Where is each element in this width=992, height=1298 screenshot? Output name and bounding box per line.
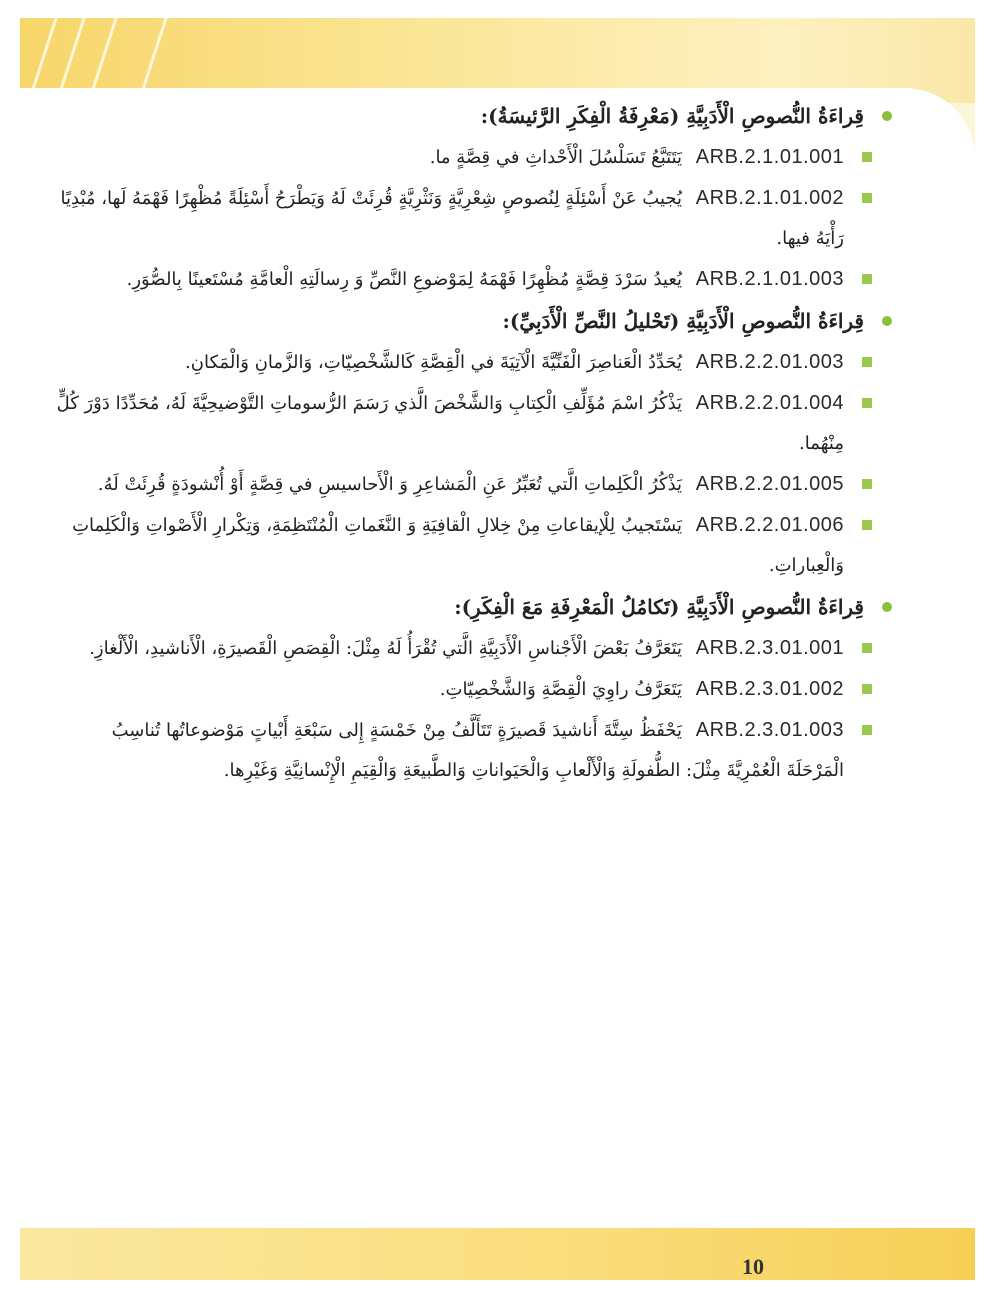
outcome-text: يُجيبُ عَنْ أَسْئِلَةٍ لِنُصوصٍ شِعْرِيَّةٍ وَنَثْرِيَّةٍ قُرِئَتْ لَهُ وَيَطْرَحُ أَسْئِلَةً مُظْهِرًا فَهْمَهُ لَها، مُبْدِيًا رَأْيَهُ فيها. bbox=[60, 188, 844, 249]
page-number: 10 bbox=[742, 1254, 764, 1279]
list-item bbox=[50, 342, 900, 383]
square-bullet-icon bbox=[862, 274, 872, 284]
list-item bbox=[50, 710, 900, 791]
bullet-icon bbox=[882, 316, 892, 326]
outcome-text: يَتَتَبَّعُ تَسَلْسُلَ الْأَحْداثِ في قِصَّةٍ ما. bbox=[429, 147, 683, 168]
list-item bbox=[50, 628, 900, 669]
outcome-text: يَذْكُرُ اسْمَ مُؤَلِّفِ الْكِتابِ وَالشَّخْصَ الَّذي رَسَمَ الرُّسوماتِ التَّوْضيحِيَّةَ لَهُ، مُحَدِّدًا دَوْرَ كُلٍّ مِنْهُما. bbox=[56, 393, 844, 454]
square-bullet-icon bbox=[862, 398, 872, 408]
outcome-code: ARB.2.3.01.002 bbox=[695, 678, 844, 700]
section-heading: قِراءَةُ النُّصوصِ الْأَدَبِيَّةِ (تَحْليلُ النَّصِّ الْأَدَبِيِّ): bbox=[50, 300, 900, 342]
list-item bbox=[50, 137, 900, 178]
list-item bbox=[50, 505, 900, 586]
section-knowledge-integration bbox=[50, 586, 900, 791]
section-main-ideas bbox=[50, 95, 900, 300]
outcome-code: ARB.2.2.01.006 bbox=[695, 514, 844, 536]
list-item bbox=[50, 178, 900, 259]
square-bullet-icon bbox=[862, 357, 872, 367]
list-item bbox=[50, 669, 900, 710]
square-bullet-icon bbox=[862, 152, 872, 162]
outcome-text: يَحْفَظُ سِتَّةَ أَناشيدَ قَصيرَةٍ تَتَأَلَّفُ مِنْ خَمْسَةٍ إِلى سَبْعَةِ أَبْياتٍ مَوْضوعاتُها تُناسِبُ الْمَرْحَلَةَ الْعُمْرِيَّةَ مِثْلَ: الطُّفولَةِ وَالْأَلْعابِ وَالْحَيَواناتِ وَالطَّبيعَةِ وَالْقِيَمِ الْإِنْسانِيَّةِ وَغَيْرِها. bbox=[111, 720, 844, 781]
outcome-code: ARB.2.2.01.003 bbox=[695, 351, 844, 373]
square-bullet-icon bbox=[862, 479, 872, 489]
outcome-code: ARB.2.3.01.003 bbox=[695, 719, 844, 741]
section-text-analysis bbox=[50, 300, 900, 586]
outcome-text: يَذْكُرُ الْكَلِماتِ الَّتي تُعَبِّرُ عَنِ الْمَشاعِرِ وَ الْأَحاسيسِ في قِصَّةٍ أَوْ أُنْشودَةٍ قُرِئَتْ لَهُ. bbox=[97, 474, 683, 495]
square-bullet-icon bbox=[862, 725, 872, 735]
bullet-icon bbox=[882, 111, 892, 121]
section-heading: قِراءَةُ النُّصوصِ الْأَدَبِيَّةِ (مَعْرِفَةُ الْفِكَرِ الرَّئيسَةُ): bbox=[50, 95, 900, 137]
outcome-code: ARB.2.2.01.005 bbox=[695, 473, 844, 495]
outcome-code: ARB.2.2.01.004 bbox=[695, 392, 844, 414]
outcomes-list bbox=[50, 95, 900, 791]
section-heading: قِراءَةُ النُّصوصِ الْأَدَبِيَّةِ (تَكامُلُ الْمَعْرِفَةِ مَعَ الْفِكَرِ): bbox=[50, 586, 900, 628]
bullet-icon bbox=[882, 602, 892, 612]
outcome-code: ARB.2.1.01.003 bbox=[695, 268, 844, 290]
square-bullet-icon bbox=[862, 643, 872, 653]
outcome-text: يُحَدِّدُ الْعَناصِرَ الْفَنِّيَّةَ الْآتِيَةَ في الْقِصَّةِ كَالشَّخْصِيّاتِ، وَالزَّمانِ وَالْمَكانِ. bbox=[185, 352, 683, 373]
list-item bbox=[50, 383, 900, 464]
outcome-text: يُعيدُ سَرْدَ قِصَّةٍ مُظْهِرًا فَهْمَهُ لِمَوْضوعِ النَّصِّ وَ رِسالَتِهِ الْعامَّةِ مُسْتَعينًا بِالصُّوَرِ. bbox=[126, 269, 683, 290]
outcome-code: ARB.2.1.01.001 bbox=[695, 146, 844, 168]
square-bullet-icon bbox=[862, 520, 872, 530]
outcome-text: يَتَعَرَّفُ بَعْضَ الْأَجْناسِ الْأَدَبِيَّةِ الَّتي تُقْرَأُ لَهُ مِثْلَ: الْقِصَصِ الْقَصيرَةِ، الْأَناشيدِ، الْأَلْغازِ. bbox=[89, 638, 683, 659]
outcome-text: يَسْتَجيبُ لِلْإيقاعاتِ مِنْ خِلالِ الْقافِيَةِ وَ النَّغَماتِ الْمُنْتَظِمَةِ، وَتِكْرارِ الْأَصْواتِ وَالْكَلِماتِ وَالْعِباراتِ. bbox=[72, 515, 844, 576]
outcome-code: ARB.2.1.01.002 bbox=[695, 187, 844, 209]
square-bullet-icon bbox=[862, 193, 872, 203]
outcome-code: ARB.2.3.01.001 bbox=[695, 637, 844, 659]
outcome-text: يَتَعَرَّفُ راوِيَ الْقِصَّةِ وَالشَّخْصِيّاتِ. bbox=[439, 679, 683, 700]
bottom-decor-band bbox=[20, 1222, 975, 1280]
list-item bbox=[50, 464, 900, 505]
square-bullet-icon bbox=[862, 684, 872, 694]
list-item bbox=[50, 259, 900, 300]
